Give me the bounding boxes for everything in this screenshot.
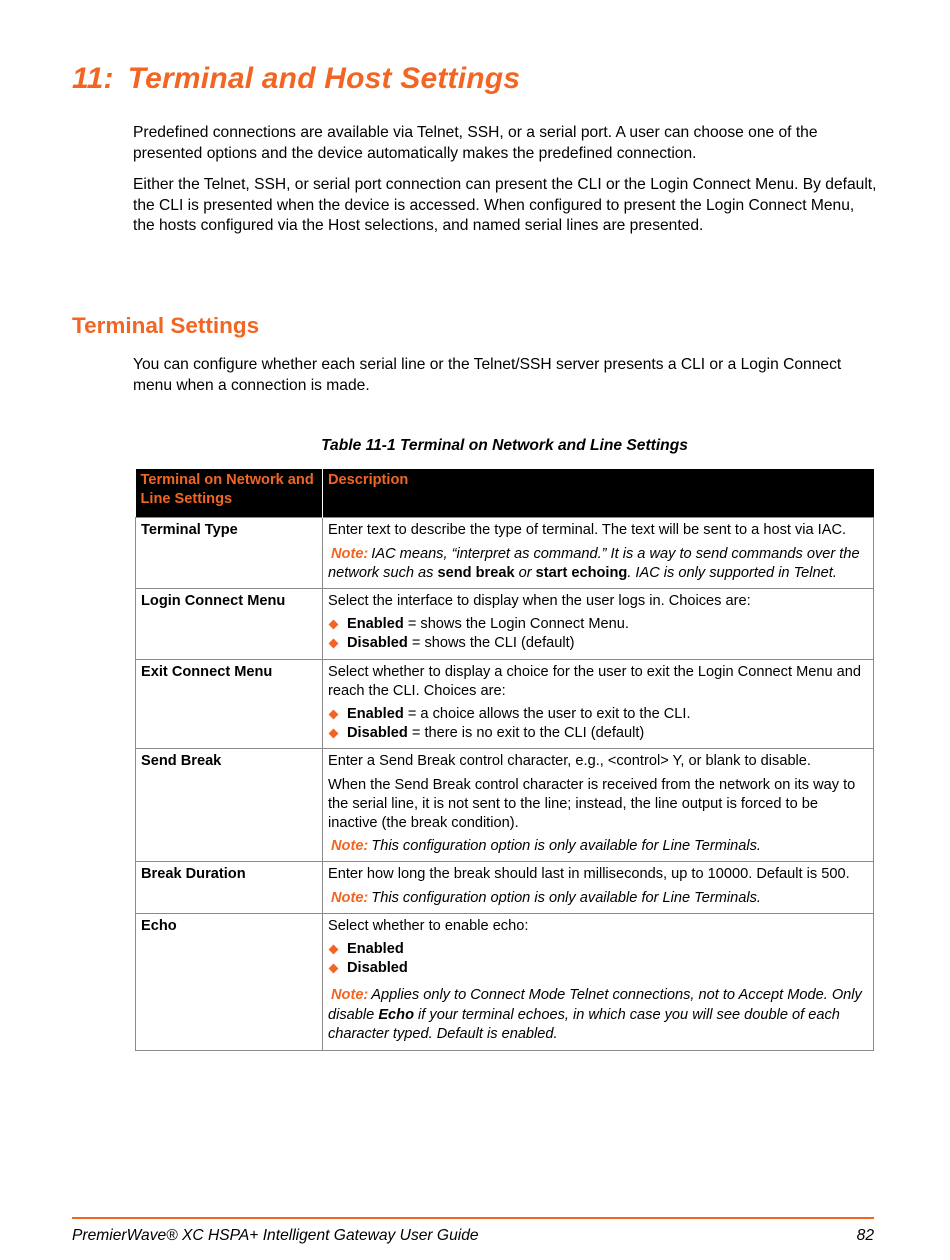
settings-table <box>135 469 874 1051</box>
page-number: 82 <box>856 1227 874 1244</box>
setting-name: Login Connect Menu <box>136 589 323 660</box>
list-item <box>328 615 868 634</box>
setting-name: Echo <box>136 913 323 1050</box>
section-paragraph: You can configure whether each serial line or the Telnet/SSH server presents a CLI or a Login Connect menu when a connection is made. <box>133 356 842 394</box>
setting-description <box>323 659 874 749</box>
description-text: Select whether to display a choice for the user to exit the Login Connect Menu and reach the CLI. Choices are: <box>328 663 861 699</box>
setting-description <box>323 518 874 589</box>
choice-label: Enabled <box>347 706 404 723</box>
intro-paragraph-1: Predefined connections are available via Telnet, SSH, or a serial port. A user can choose one of the presented options and the device automatically makes the predefined connection. <box>133 124 818 162</box>
table-row <box>136 913 874 1050</box>
table-row <box>136 749 874 862</box>
chapter-title-text: Terminal and Host Settings <box>127 62 521 95</box>
table-row <box>136 518 874 589</box>
diamond-bullet-icon <box>329 620 339 630</box>
choice-label: Disabled <box>347 635 408 652</box>
description-text: Enter how long the break should last in milliseconds, up to 10000. Default is 500. <box>328 866 850 883</box>
note <box>328 545 868 583</box>
choice-text: = a choice allows the user to exit to the CLI. <box>403 706 691 723</box>
note-label: Note: <box>331 889 369 906</box>
choice-label: Disabled <box>347 960 408 977</box>
chapter-title <box>72 62 520 96</box>
setting-description <box>323 589 874 660</box>
diamond-bullet-icon <box>329 639 339 649</box>
description-text: Enter a Send Break control character, e.g., <control> Y, or blank to disable. <box>328 753 811 770</box>
choice-text: = shows the Login Connect Menu. <box>403 616 629 633</box>
note-emphasis: start echoing <box>535 564 628 581</box>
table-row <box>136 862 874 913</box>
list-item <box>328 724 868 743</box>
note-text: or <box>514 564 536 581</box>
table-header-setting: Terminal on Network and Line Settings <box>136 469 323 518</box>
note-text: IAC means, “interpret as command.” It is a way to send commands over the network such as <box>328 545 860 581</box>
diamond-bullet-icon <box>329 964 339 974</box>
setting-description <box>323 749 874 862</box>
table-row <box>136 659 874 749</box>
section-title: Terminal Settings <box>72 313 260 338</box>
note-text: This configuration option is only available for Line Terminals. <box>371 838 761 855</box>
choice-list <box>328 705 868 743</box>
setting-name: Terminal Type <box>136 518 323 589</box>
choice-label: Disabled <box>347 725 408 742</box>
note-text: if your terminal echoes, in which case you will see double of each character typed. Default is enabled. <box>328 1006 840 1042</box>
intro-paragraph-2: Either the Telnet, SSH, or serial port connection can present the CLI or the Login Connect Menu. By default, the CLI is presented when the device is accessed. When configured to present the Login Connect Menu, the hosts configured via the Host selections, and named serial lines are presented. <box>133 176 877 235</box>
choice-label: Enabled <box>347 941 404 958</box>
list-item <box>328 959 868 978</box>
choice-text: = shows the CLI (default) <box>407 635 575 652</box>
description-text: When the Send Break control character is received from the network on its way to the serial line, it is not sent to the line; instead, the line output is forced to be inactive (the break condition). <box>328 776 856 832</box>
note-label: Note: <box>331 838 369 855</box>
list-item <box>328 940 868 959</box>
description-text: Enter text to describe the type of terminal. The text will be sent to a host via IAC. <box>328 522 847 539</box>
note-text: Applies only to Connect Mode Telnet connections, not to Accept Mode. Only disable <box>328 987 862 1023</box>
diamond-bullet-icon <box>329 729 339 739</box>
description-text: Select the interface to display when the user logs in. Choices are: <box>328 593 751 610</box>
table-row <box>136 589 874 660</box>
table-caption: Table 11-1 Terminal on Network and Line Settings <box>321 437 688 454</box>
table-header-row <box>136 469 874 518</box>
note-emphasis: send break <box>437 564 515 581</box>
setting-name: Send Break <box>136 749 323 862</box>
note-text: . IAC is only supported in Telnet. <box>627 564 837 581</box>
choice-list <box>328 615 868 653</box>
chapter-number: 11: <box>72 62 114 95</box>
setting-description <box>323 913 874 1050</box>
diamond-bullet-icon <box>329 710 339 720</box>
note-text: This configuration option is only available for Line Terminals. <box>371 889 761 906</box>
footer-divider <box>72 1217 874 1219</box>
note <box>328 837 868 856</box>
note-emphasis: Echo <box>378 1006 414 1023</box>
table-header-description: Description <box>323 469 874 518</box>
footer-guide-title: PremierWave® XC HSPA+ Intelligent Gateway User Guide <box>72 1227 479 1244</box>
note <box>328 889 868 908</box>
list-item <box>328 705 868 724</box>
setting-name: Exit Connect Menu <box>136 659 323 749</box>
choice-text: = there is no exit to the CLI (default) <box>407 725 645 742</box>
note-label: Note: <box>331 987 369 1004</box>
note-label: Note: <box>331 545 369 562</box>
setting-description <box>323 862 874 913</box>
diamond-bullet-icon <box>329 945 339 955</box>
setting-name: Break Duration <box>136 862 323 913</box>
choice-label: Enabled <box>347 616 404 633</box>
choice-list <box>328 940 868 978</box>
list-item <box>328 634 868 653</box>
note <box>328 986 868 1044</box>
description-text: Select whether to enable echo: <box>328 917 529 934</box>
